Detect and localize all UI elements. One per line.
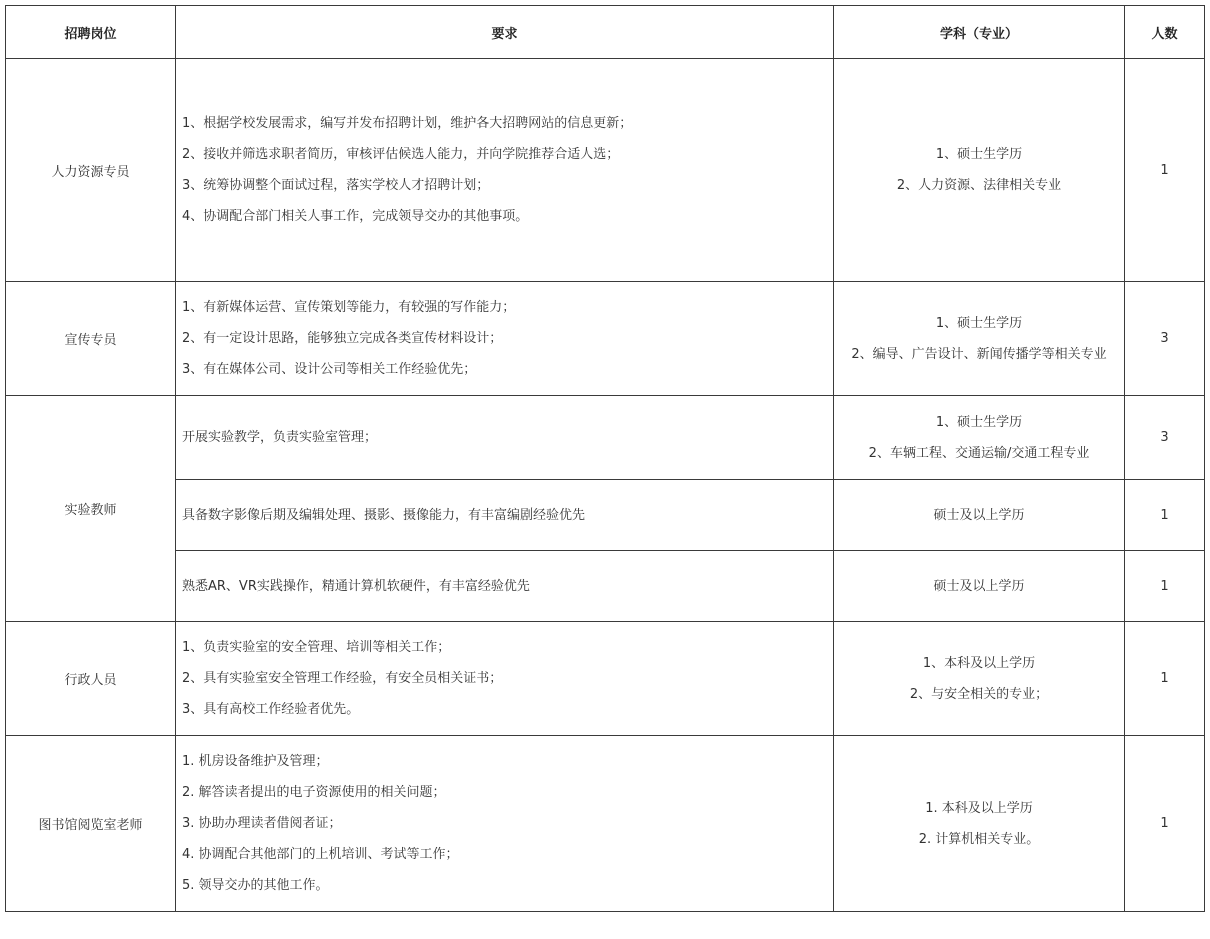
discipline-line: 2、编导、广告设计、新闻传播学等相关专业 <box>851 346 1107 362</box>
discipline-line: 2、与安全相关的专业； <box>909 686 1049 702</box>
header-discipline: 学科（专业） <box>834 6 1125 59</box>
requirement-line: 3、具有高校工作经验者优先。 <box>182 702 360 717</box>
table-row <box>6 59 1205 282</box>
table-row <box>6 282 1205 396</box>
discipline-cell <box>834 736 1125 912</box>
discipline-cell <box>834 396 1125 480</box>
discipline-line: 1、本科及以上学历 <box>922 655 1036 671</box>
discipline-cell <box>834 282 1125 396</box>
requirement-line: 3、有在媒体公司、设计公司等相关工作经验优先； <box>182 362 477 377</box>
requirement-line: 熟悉AR、VR实践操作，精通计算机软硬件，有丰富经验优先 <box>182 578 530 594</box>
requirements-cell <box>176 551 834 622</box>
count-cell: 1 <box>1125 622 1205 736</box>
requirements-cell <box>176 282 834 396</box>
requirements-cell <box>176 396 834 480</box>
table-row <box>6 396 1205 480</box>
requirement-line: 2、具有实验室安全管理工作经验，有安全员相关证书； <box>182 671 503 686</box>
requirement-line: 3、统筹协调整个面试过程，落实学校人才招聘计划； <box>182 178 490 193</box>
discipline-line: 2、人力资源、法律相关专业 <box>896 178 1062 193</box>
discipline-line: 硕士及以上学历 <box>933 507 1025 523</box>
table-row <box>6 480 1205 551</box>
requirement-line: 1、有新媒体运营、宣传策划等能力，有较强的写作能力； <box>182 300 516 315</box>
count-cell: 3 <box>1125 282 1205 396</box>
table-row <box>6 622 1205 736</box>
discipline-line: 1、硕士生学历 <box>935 315 1023 331</box>
requirements-cell <box>176 480 834 551</box>
discipline-cell <box>834 480 1125 551</box>
table-row <box>6 736 1205 912</box>
requirement-line: 2. 解答读者提出的电子资源使用的相关问题； <box>182 785 446 800</box>
discipline-line: 2、车辆工程、交通运输/交通工程专业 <box>868 445 1090 461</box>
discipline-cell <box>834 551 1125 622</box>
position-cell: 宣传专员 <box>6 282 176 396</box>
count-cell: 1 <box>1125 480 1205 551</box>
discipline-cell <box>834 59 1125 282</box>
header-row <box>6 6 1205 59</box>
discipline-cell <box>834 622 1125 736</box>
requirement-line: 4、协调配合部门相关人事工作，完成领导交办的其他事项。 <box>182 209 529 224</box>
requirements-cell <box>176 59 834 282</box>
requirements-cell <box>176 736 834 912</box>
discipline-line: 1. 本科及以上学历 <box>925 800 1033 816</box>
count-cell: 3 <box>1125 396 1205 480</box>
requirement-line: 4. 协调配合其他部门的上机培训、考试等工作； <box>182 847 459 862</box>
position-cell: 人力资源专员 <box>6 59 176 282</box>
count-cell: 1 <box>1125 736 1205 912</box>
requirement-line: 5. 领导交办的其他工作。 <box>182 878 329 893</box>
position-cell: 图书馆阅览室老师 <box>6 736 176 912</box>
requirement-line: 3. 协助办理读者借阅者证； <box>182 816 342 831</box>
count-cell: 1 <box>1125 59 1205 282</box>
position-cell: 行政人员 <box>6 622 176 736</box>
requirement-line: 具备数字影像后期及编辑处理、摄影、摄像能力，有丰富编剧经验优先 <box>182 507 586 523</box>
requirement-line: 1、负责实验室的安全管理、培训等相关工作； <box>182 640 451 655</box>
discipline-line: 1、硕士生学历 <box>935 147 1023 162</box>
count-cell: 1 <box>1125 551 1205 622</box>
discipline-line: 1、硕士生学历 <box>935 414 1023 430</box>
requirement-line: 开展实验教学，负责实验室管理； <box>182 430 378 445</box>
header-position: 招聘岗位 <box>6 6 176 59</box>
requirements-cell <box>176 622 834 736</box>
requirement-line: 2、有一定设计思路，能够独立完成各类宣传材料设计； <box>182 331 503 346</box>
requirement-line: 1、根据学校发展需求，编写并发布招聘计划，维护各大招聘网站的信息更新； <box>182 116 633 131</box>
discipline-line: 2. 计算机相关专业。 <box>918 831 1040 847</box>
requirement-line: 1. 机房设备维护及管理； <box>182 754 329 769</box>
requirement-line: 2、接收并筛选求职者简历，审核评估候选人能力，并向学院推荐合适人选； <box>182 147 620 162</box>
header-count: 人数 <box>1125 6 1205 59</box>
recruitment-table <box>5 5 1205 912</box>
position-cell: 实验教师 <box>6 396 176 622</box>
table-row <box>6 551 1205 622</box>
discipline-line: 硕士及以上学历 <box>933 578 1025 594</box>
header-requirements: 要求 <box>176 6 834 59</box>
